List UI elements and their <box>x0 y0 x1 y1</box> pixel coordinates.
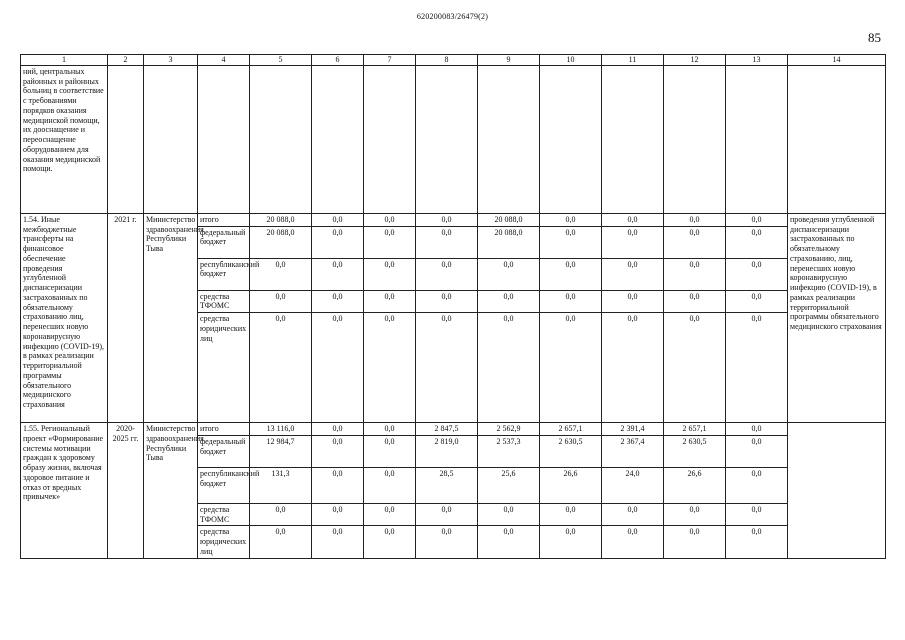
column-header: 14 <box>788 55 886 66</box>
amount-cell: 0,0 <box>250 258 312 290</box>
amount-cell: 20 088,0 <box>478 213 540 226</box>
table-row <box>21 213 886 226</box>
amount-cell: 20 088,0 <box>250 226 312 258</box>
amount-cell: 0,0 <box>416 213 478 226</box>
result-note-cell <box>788 423 886 559</box>
amount-cell: 2 847,5 <box>416 423 478 436</box>
amount-cell: 24,0 <box>602 467 664 503</box>
amount-cell: 0,0 <box>602 213 664 226</box>
amount-cell: 2 367,4 <box>602 435 664 467</box>
amount-cell: 0,0 <box>312 503 364 526</box>
amount-cell: 0,0 <box>416 226 478 258</box>
amount-cell: 0,0 <box>250 503 312 526</box>
amount-cell: 0,0 <box>364 467 416 503</box>
amount-cell: 0,0 <box>540 213 602 226</box>
amount-cell: 0,0 <box>602 226 664 258</box>
funding-source-cell: средства ТФОМС <box>198 503 250 526</box>
amount-cell: 0,0 <box>364 290 416 313</box>
amount-cell: 0,0 <box>312 526 364 558</box>
amount-cell: 0,0 <box>312 423 364 436</box>
amount-cell: 2 657,1 <box>540 423 602 436</box>
column-number-row <box>21 55 886 66</box>
amount-cell: 2 630,5 <box>540 435 602 467</box>
amount-cell: 2 537,3 <box>478 435 540 467</box>
amount-cell: 0,0 <box>726 213 788 226</box>
amount-cell: 0,0 <box>250 290 312 313</box>
continuation-row <box>21 65 886 213</box>
column-header: 6 <box>312 55 364 66</box>
amount-cell: 0,0 <box>312 313 364 423</box>
column-header: 10 <box>540 55 602 66</box>
page-number: 85 <box>868 30 881 45</box>
amount-cell: 0,0 <box>664 213 726 226</box>
amount-cell: 25,6 <box>478 467 540 503</box>
amount-cell: 28,5 <box>416 467 478 503</box>
amount-cell: 0,0 <box>478 290 540 313</box>
amount-cell: 0,0 <box>364 313 416 423</box>
amount-cell: 0,0 <box>250 526 312 558</box>
column-header: 8 <box>416 55 478 66</box>
column-header: 11 <box>602 55 664 66</box>
column-header: 1 <box>21 55 108 66</box>
column-header: 5 <box>250 55 312 66</box>
column-header: 2 <box>108 55 144 66</box>
amount-cell: 0,0 <box>726 226 788 258</box>
column-header: 9 <box>478 55 540 66</box>
continuation-measure-text: ний, центральных районных и районных больниц в соответствие с требованиями порядков оказания медицинской помощи, их дооснащение и переоснащение оборудованием для оказания медицинской помощи. <box>21 65 108 213</box>
amount-cell: 0,0 <box>478 258 540 290</box>
funding-source-cell: федеральный бюджет <box>198 435 250 467</box>
amount-cell: 0,0 <box>416 313 478 423</box>
amount-cell: 2 391,4 <box>602 423 664 436</box>
item-1-54-group <box>21 213 886 422</box>
amount-cell: 0,0 <box>540 258 602 290</box>
amount-cell: 0,0 <box>478 503 540 526</box>
amount-cell: 0,0 <box>416 526 478 558</box>
amount-cell: 20 088,0 <box>250 213 312 226</box>
period-cell: 2021 г. <box>108 213 144 422</box>
amount-cell: 0,0 <box>602 258 664 290</box>
amount-cell: 0,0 <box>312 435 364 467</box>
funding-source-cell: средства ТФОМС <box>198 290 250 313</box>
amount-cell: 2 819,0 <box>416 435 478 467</box>
amount-cell: 0,0 <box>416 290 478 313</box>
amount-cell: 0,0 <box>540 503 602 526</box>
amount-cell: 0,0 <box>540 290 602 313</box>
column-header: 4 <box>198 55 250 66</box>
amount-cell: 0,0 <box>364 226 416 258</box>
amount-cell: 0,0 <box>726 526 788 558</box>
amount-cell: 0,0 <box>364 526 416 558</box>
amount-cell: 0,0 <box>364 258 416 290</box>
amount-cell: 0,0 <box>602 526 664 558</box>
amount-cell: 0,0 <box>364 503 416 526</box>
amount-cell: 2 657,1 <box>664 423 726 436</box>
amount-cell: 26,6 <box>540 467 602 503</box>
amount-cell: 0,0 <box>540 313 602 423</box>
amount-cell: 0,0 <box>726 467 788 503</box>
amount-cell: 0,0 <box>726 503 788 526</box>
funding-source-cell: итого <box>198 423 250 436</box>
result-note-cell: проведения углубленной диспансеризации застрахованных по обязательному страхованию, лиц, перенесших новую коронавирусную инфекцию (COVID-19), в рамках реализации территориальной программы обязательного медицинского страхования <box>788 213 886 422</box>
amount-cell: 0,0 <box>312 213 364 226</box>
measure-name-cell: 1.54. Иные межбюджетные трансферты на финансовое обеспечение проведения углубленной диспансеризации застрахованных по обязательному страхованию лиц, перенесших новую коронавирусную инфекцию (COVID-19), в рамках реализации территориальной программы обязательного медицинского страхования <box>21 213 108 422</box>
amount-cell: 0,0 <box>416 503 478 526</box>
executor-cell: Министерство здравоохранения Республики Тыва <box>144 213 198 422</box>
amount-cell: 0,0 <box>540 226 602 258</box>
funding-source-cell: итого <box>198 213 250 226</box>
amount-cell: 0,0 <box>602 290 664 313</box>
amount-cell: 0,0 <box>312 467 364 503</box>
column-header: 3 <box>144 55 198 66</box>
amount-cell: 131,3 <box>250 467 312 503</box>
amount-cell: 0,0 <box>726 258 788 290</box>
document-id: 620200083/26479(2) <box>416 12 489 21</box>
amount-cell: 0,0 <box>664 290 726 313</box>
amount-cell: 0,0 <box>540 526 602 558</box>
amount-cell: 26,6 <box>664 467 726 503</box>
amount-cell: 0,0 <box>664 503 726 526</box>
funding-source-cell: средства юридических лиц <box>198 313 250 423</box>
amount-cell: 0,0 <box>602 313 664 423</box>
amount-cell: 0,0 <box>664 226 726 258</box>
amount-cell: 0,0 <box>250 313 312 423</box>
period-cell: 2020-2025 гг. <box>108 423 144 559</box>
amount-cell: 12 984,7 <box>250 435 312 467</box>
amount-cell: 2 562,9 <box>478 423 540 436</box>
amount-cell: 0,0 <box>364 423 416 436</box>
column-header: 12 <box>664 55 726 66</box>
executor-cell: Министерство здравоохранения Республики Тыва <box>144 423 198 559</box>
amount-cell: 0,0 <box>664 258 726 290</box>
funding-source-cell: республиканский бюджет <box>198 258 250 290</box>
amount-cell: 0,0 <box>726 435 788 467</box>
funding-source-cell: республиканский бюджет <box>198 467 250 503</box>
amount-cell: 0,0 <box>364 435 416 467</box>
amount-cell: 0,0 <box>664 526 726 558</box>
amount-cell: 0,0 <box>478 313 540 423</box>
amount-cell: 20 088,0 <box>478 226 540 258</box>
column-header: 7 <box>364 55 416 66</box>
funding-source-cell: средства юридических лиц <box>198 526 250 558</box>
amount-cell: 0,0 <box>726 423 788 436</box>
item-1-55-group <box>21 423 886 559</box>
amount-cell: 0,0 <box>416 258 478 290</box>
budget-table <box>20 54 886 559</box>
amount-cell: 0,0 <box>478 526 540 558</box>
column-header: 13 <box>726 55 788 66</box>
funding-source-cell: федеральный бюджет <box>198 226 250 258</box>
amount-cell: 0,0 <box>312 226 364 258</box>
amount-cell: 2 630,5 <box>664 435 726 467</box>
amount-cell: 0,0 <box>364 213 416 226</box>
amount-cell: 0,0 <box>602 503 664 526</box>
table-row <box>21 423 886 436</box>
amount-cell: 0,0 <box>664 313 726 423</box>
measure-name-cell: 1.55. Региональный проект «Формирование системы мотивации граждан к здоровому образу жизни, включая здоровое питание и отказ от вредных привычек» <box>21 423 108 559</box>
amount-cell: 0,0 <box>312 258 364 290</box>
amount-cell: 0,0 <box>726 313 788 423</box>
amount-cell: 0,0 <box>726 290 788 313</box>
amount-cell: 0,0 <box>312 290 364 313</box>
amount-cell: 13 116,0 <box>250 423 312 436</box>
